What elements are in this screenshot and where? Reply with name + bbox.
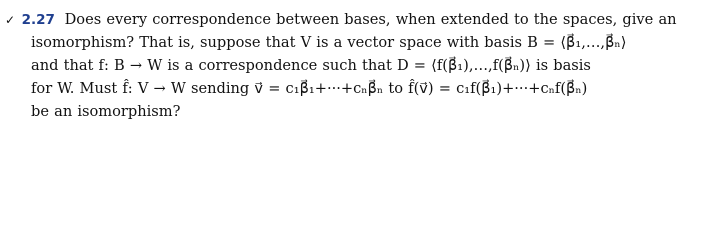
exercise-text-line: for W. Must f̂: V → W sending v⃗ = c₁β⃗₁+···+cₙβ⃗ₙ to f̂(v⃗) = c₁f(β⃗₁)+···+cₙf(β⃗ₙ) [31, 80, 588, 97]
exercise-text-line: isomorphism? That is, suppose that V is a vector space with basis B = ⟨β⃗₁,…,β⃗ₙ⟩ [31, 34, 627, 51]
exercise-line-5 [5, 100, 705, 123]
exercise-line-2 [5, 31, 705, 54]
exercise-number: 2.27 [21, 12, 55, 28]
exercise-line-4 [5, 77, 705, 100]
exercise-text-line: Does every correspondence between bases, when extended to the spaces, give an [64, 11, 677, 28]
exercise-text-line: be an isomorphism? [31, 103, 181, 120]
checkmark-icon: ✓ [5, 13, 16, 27]
exercise-text-line: and that f: B → W is a correspondence such that D = ⟨f(β⃗₁),…,f(β⃗ₙ)⟩ is basis [31, 57, 591, 74]
exercise-line-3 [5, 54, 705, 77]
exercise-block [5, 8, 705, 123]
exercise-line-1 [5, 8, 705, 31]
